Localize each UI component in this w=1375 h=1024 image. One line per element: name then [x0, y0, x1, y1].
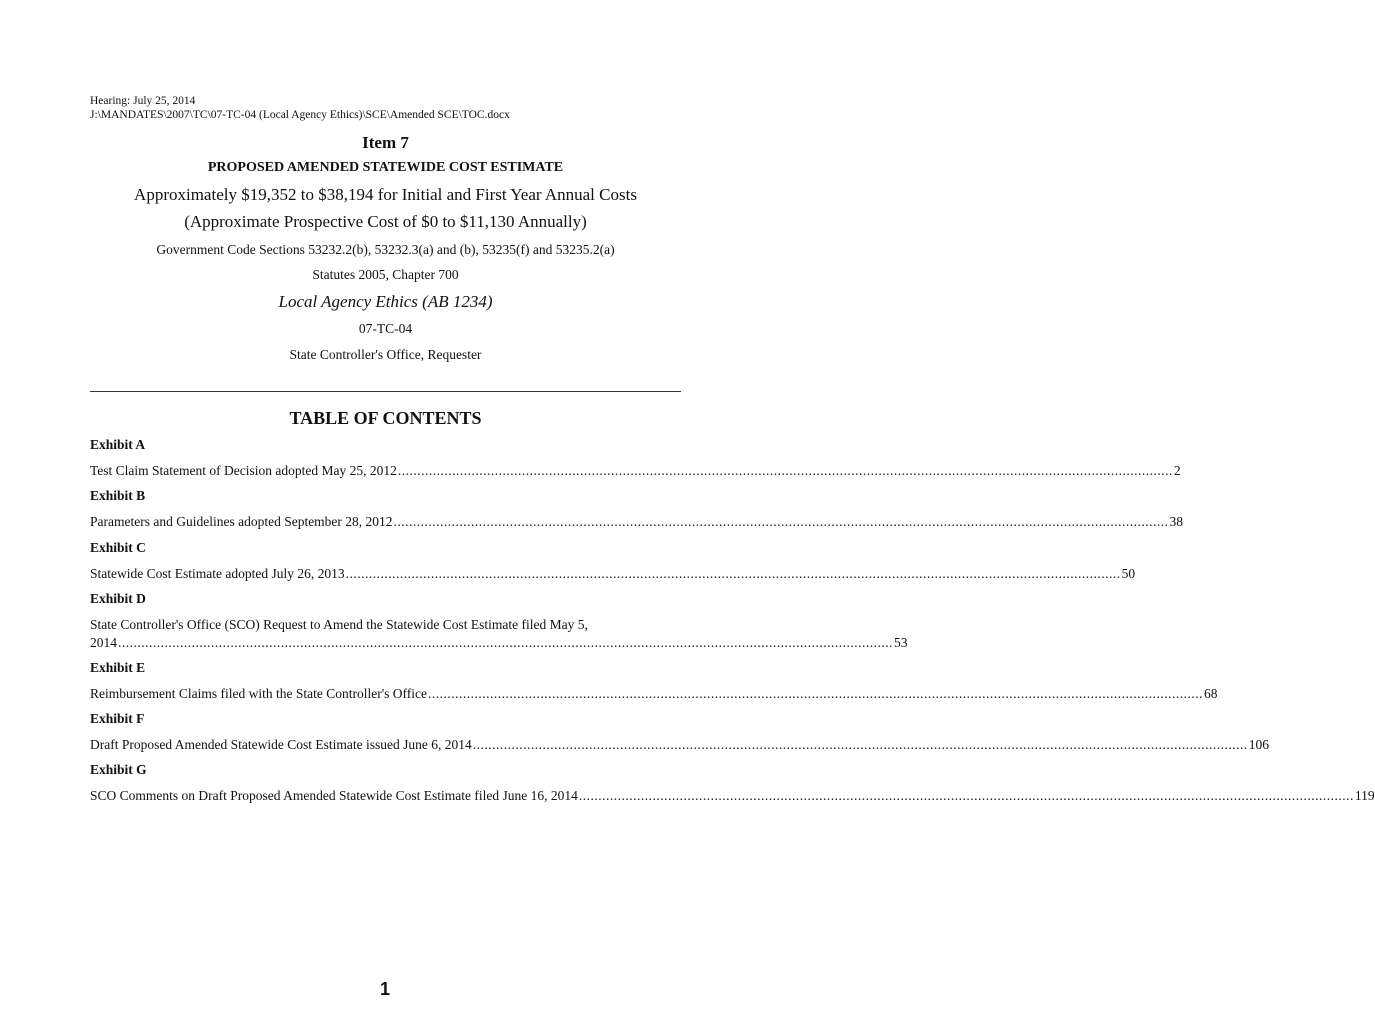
prospective-cost-line: (Approximate Prospective Cost of $0 to $11,130 Annually) — [184, 212, 587, 231]
document-heading: PROPOSED AMENDED STATEWIDE COST ESTIMATE — [207, 160, 564, 175]
toc-page-number: 106 — [1248, 737, 1269, 752]
dot-leader: ........................................................................................................................................................................................................ — [578, 788, 1354, 803]
file-path: J:\MANDATES\2007\TC\07-TC-04 (Local Agency Ethics)\SCE\Amended SCE\TOC.docx — [90, 109, 510, 121]
dot-leader: ........................................................................................................................................................................................................ — [393, 514, 1169, 529]
matter-number: 07-TC-04 — [358, 321, 413, 336]
toc-entry-text: Reimbursement Claims filed with the State Controller's Office — [90, 686, 427, 701]
horizontal-divider — [90, 391, 681, 392]
statutes: Statutes 2005, Chapter 700 — [312, 267, 459, 282]
hearing-date: Hearing: July 25, 2014 — [90, 95, 196, 107]
cost-estimate-line: Approximately $19,352 to $38,194 for Initial and First Year Annual Costs — [134, 185, 637, 204]
toc-title: TABLE OF CONTENTS — [289, 408, 482, 428]
toc-page-number: 68 — [1204, 686, 1218, 701]
toc-page-number: 38 — [1169, 514, 1184, 529]
dot-leader: ........................................................................................................................................................................................................ — [118, 635, 893, 650]
toc-entry-exhibit-b[interactable] — [90, 513, 1184, 531]
toc-page-number: 119 — [1354, 788, 1375, 803]
toc-entry-text: Statewide Cost Estimate adopted July 26, 2013 — [90, 566, 345, 581]
toc-entry-exhibit-e[interactable] — [90, 685, 1218, 703]
toc-entry-text: Parameters and Guidelines adopted September 28, 2012 — [90, 514, 393, 529]
exhibit-c-label: Exhibit C — [90, 540, 146, 555]
toc-entry-text: SCO Comments on Draft Proposed Amended Statewide Cost Estimate filed June 16, 2014 — [90, 788, 578, 803]
toc-entry-exhibit-f[interactable] — [90, 736, 1269, 754]
exhibit-b-label: Exhibit B — [90, 488, 146, 503]
requester: State Controller's Office, Requester — [289, 347, 482, 362]
dot-leader: ........................................................................................................................................................................................................ — [345, 566, 1121, 581]
toc-entry-exhibit-g[interactable] — [90, 787, 1375, 805]
program-name: Local Agency Ethics (AB 1234) — [278, 292, 493, 311]
government-code-sections: Government Code Sections 53232.2(b), 53232.3(a) and (b), 53235(f) and 53235.2(a) — [156, 242, 615, 257]
exhibit-e-label: Exhibit E — [90, 660, 146, 675]
dot-leader: ........................................................................................................................................................................................................ — [428, 686, 1203, 701]
dot-leader: ........................................................................................................................................................................................................ — [472, 737, 1248, 752]
dot-leader: ........................................................................................................................................................................................................ — [397, 463, 1173, 478]
toc-entry-exhibit-a[interactable] — [90, 462, 1181, 480]
page-number: 1 — [379, 979, 390, 999]
toc-entry-text: Draft Proposed Amended Statewide Cost Estimate issued June 6, 2014 — [90, 737, 472, 752]
exhibit-g-label: Exhibit G — [90, 762, 147, 777]
toc-page-number: 50 — [1121, 566, 1136, 581]
toc-entry-text-continued: 2014 — [90, 635, 117, 650]
toc-page-number: 53 — [894, 635, 908, 650]
toc-entry-text: Test Claim Statement of Decision adopted May 25, 2012 — [90, 463, 397, 478]
toc-page-number: 2 — [1173, 463, 1181, 478]
toc-entry-exhibit-c[interactable] — [90, 565, 1136, 583]
exhibit-f-label: Exhibit F — [90, 711, 145, 726]
item-number: Item 7 — [362, 133, 409, 152]
toc-entry-exhibit-d[interactable] — [90, 616, 908, 652]
toc-entry-text: State Controller's Office (SCO) Request to Amend the Statewide Cost Estimate filed May 5, — [90, 617, 588, 632]
exhibit-d-label: Exhibit D — [90, 591, 146, 606]
exhibit-a-label: Exhibit A — [90, 437, 146, 452]
